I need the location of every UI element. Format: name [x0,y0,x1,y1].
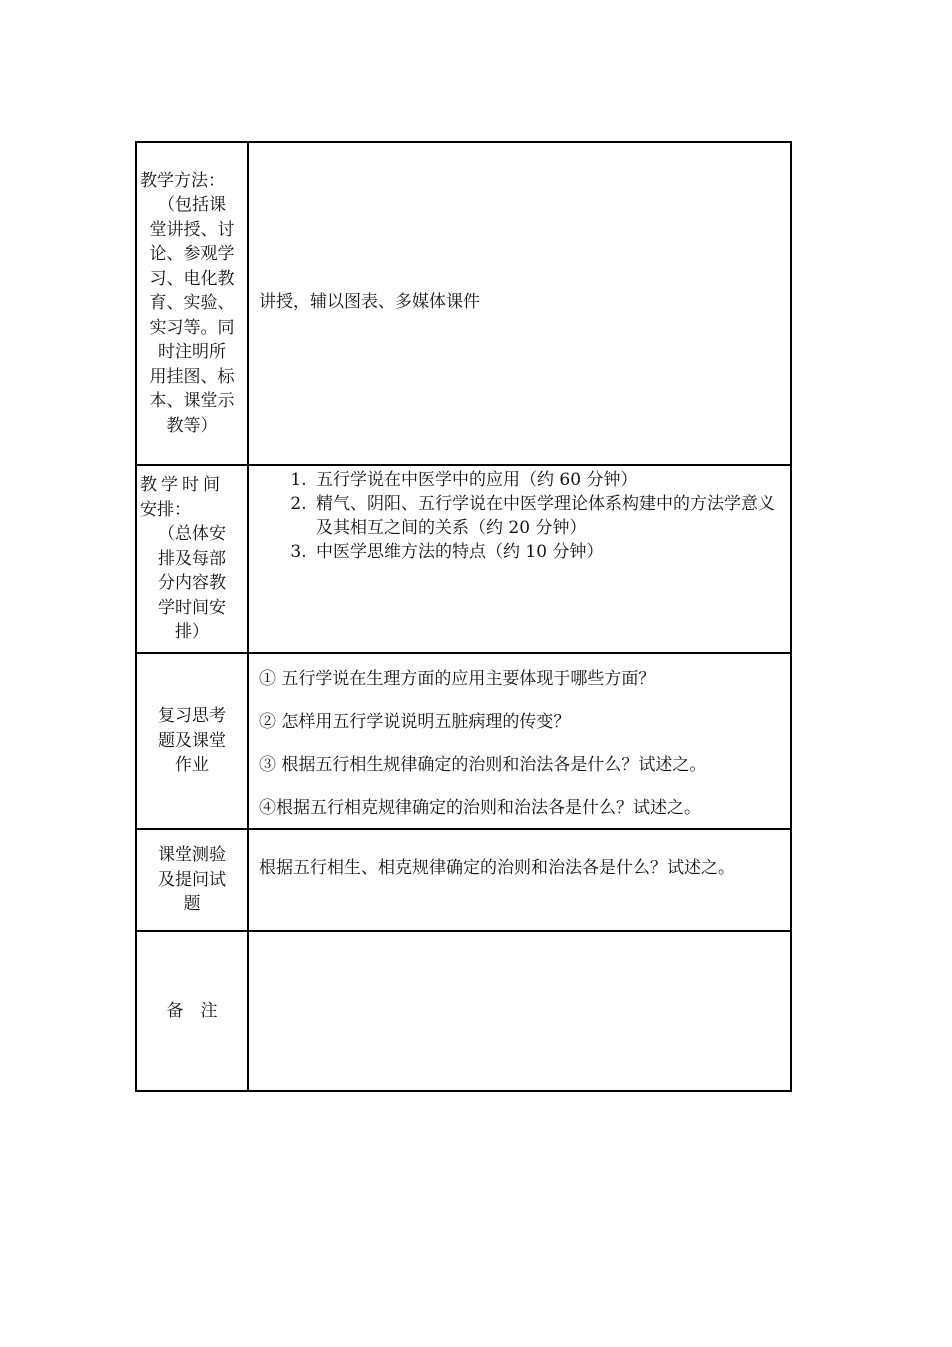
label-quiz [136,829,248,931]
label-line: 排及每部 [158,548,226,569]
label-line: 堂讲授、讨 [149,219,235,240]
label-line: 题及课堂 [158,730,226,751]
label-line: 教等） [166,415,218,436]
schedule-list [249,468,790,564]
schedule-item: 3. 中医学思维方法的特点（约 10 分钟） [312,540,790,564]
label-line: 本、课堂示 [149,391,235,412]
teaching-method-content: 讲授，辅以图表、多媒体课件 [248,142,791,465]
schedule-item: 1. 五行学说在中医学中的应用（约 60 分钟） [312,468,790,492]
label-line: 教学方法： [140,170,225,191]
label-line: 用挂图、标 [149,366,235,387]
lesson-plan-table [135,141,792,1092]
schedule-content [248,465,791,653]
row-teaching-method [136,142,791,465]
label-line: 习、电化教 [149,268,235,289]
label-line: 安排： [140,499,191,520]
label-remarks [136,931,248,1091]
label-teaching-method [136,142,248,465]
label-line: 论、参观学 [149,244,235,265]
row-remarks [136,931,791,1091]
remarks-content [248,931,791,1091]
review-question: ③ 根据五行相生规律确定的治则和治法各是什么？试述之。 [259,754,707,775]
label-review [136,653,248,829]
label-line: 题 [183,894,201,915]
quiz-content: 根据五行相生、相克规律确定的治则和治法各是什么？试述之。 [248,829,791,931]
label-schedule [136,465,248,653]
schedule-item: 2. 精气、阴阳、五行学说在中医学理论体系构建中的方法学意义及其相互之间的关系（约 20 分钟） [312,492,790,540]
label-line: 学时间安 [158,597,226,618]
review-question: ④根据五行相克规律确定的治则和治法各是什么？试述之。 [259,797,701,818]
label-line: 课堂测验 [158,845,226,866]
review-content [248,653,791,829]
label-line: 分内容教 [158,573,226,594]
label-line: （包括课 [158,195,226,216]
row-quiz [136,829,791,931]
label-line: 复习思考 [158,706,226,727]
label-line: 备 注 [166,1000,218,1021]
label-line: 作业 [175,755,209,776]
review-question: ② 怎样用五行学说说明五脏病理的传变？ [259,711,571,732]
review-question: ① 五行学说在生理方面的应用主要体现于哪些方面？ [259,668,656,689]
label-line: 实习等。同 [149,317,235,338]
label-line: 时注明所 [158,342,226,363]
row-review [136,653,791,829]
label-line: （总体安 [158,524,226,545]
label-line: 育、实验、 [149,293,235,314]
label-line: 及提问试 [158,869,226,890]
label-line: 教学时间 [140,475,224,496]
row-schedule [136,465,791,653]
label-line: 排） [175,622,209,643]
